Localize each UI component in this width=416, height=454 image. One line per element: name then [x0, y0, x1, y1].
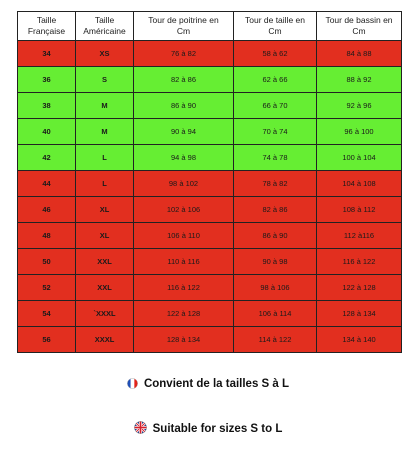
french-size-cell: 50	[18, 249, 76, 275]
us-size-cell: XS	[76, 41, 134, 67]
header-row	[18, 12, 402, 41]
us-size-cell: M	[76, 119, 134, 145]
table-row	[18, 275, 402, 301]
table-row	[18, 197, 402, 223]
chest-cell: 76 à 82	[134, 41, 234, 67]
us-size-cell: XXL	[76, 249, 134, 275]
waist-cell: 90 à 98	[234, 249, 317, 275]
waist-cell: 58 à 62	[234, 41, 317, 67]
french-size-cell: 46	[18, 197, 76, 223]
us-size-cell: `XXXL	[76, 301, 134, 327]
table-row	[18, 249, 402, 275]
hips-cell: 92 à 96	[317, 93, 402, 119]
hips-cell: 122 à 128	[317, 275, 402, 301]
uk-flag-icon	[134, 421, 147, 437]
hips-cell: 104 à 108	[317, 171, 402, 197]
chest-cell: 102 à 106	[134, 197, 234, 223]
us-size-cell: L	[76, 145, 134, 171]
french-size-cell: 34	[18, 41, 76, 67]
table-row	[18, 145, 402, 171]
hips-cell: 88 à 92	[317, 67, 402, 93]
hips-cell: 84 à 88	[317, 41, 402, 67]
table-row	[18, 171, 402, 197]
chest-cell: 128 à 134	[134, 327, 234, 353]
french-size-cell: 52	[18, 275, 76, 301]
waist-cell: 70 à 74	[234, 119, 317, 145]
chest-cell: 122 à 128	[134, 301, 234, 327]
waist-cell: 62 à 66	[234, 67, 317, 93]
waist-cell: 82 à 86	[234, 197, 317, 223]
hips-cell: 96 à 100	[317, 119, 402, 145]
english-fit-text: Suitable for sizes S to L	[152, 423, 283, 435]
chest-cell: 116 à 122	[134, 275, 234, 301]
us-size-cell: XL	[76, 223, 134, 249]
us-size-cell: XXXL	[76, 327, 134, 353]
chest-cell: 82 à 86	[134, 67, 234, 93]
hips-cell: 108 à 112	[317, 197, 402, 223]
waist-cell: 86 à 90	[234, 223, 317, 249]
hips-cell: 116 à 122	[317, 249, 402, 275]
us-size-cell: L	[76, 171, 134, 197]
header-chest: Tour de poitrine en Cm	[134, 12, 234, 41]
chest-cell: 94 à 98	[134, 145, 234, 171]
us-size-cell: XXL	[76, 275, 134, 301]
hips-cell: 134 à 140	[317, 327, 402, 353]
table-row	[18, 119, 402, 145]
french-fit-note	[0, 378, 416, 392]
chest-cell: 110 à 116	[134, 249, 234, 275]
us-size-cell: XL	[76, 197, 134, 223]
waist-cell: 66 à 70	[234, 93, 317, 119]
header-french-size: Taille Française	[18, 12, 76, 41]
header-us-size: Taille Américaine	[76, 12, 134, 41]
french-size-cell: 56	[18, 327, 76, 353]
table-row	[18, 41, 402, 67]
size-chart-table	[17, 11, 402, 353]
french-size-cell: 36	[18, 67, 76, 93]
us-size-cell: M	[76, 93, 134, 119]
chest-cell: 86 à 90	[134, 93, 234, 119]
waist-cell: 106 à 114	[234, 301, 317, 327]
french-flag-icon	[127, 378, 138, 392]
waist-cell: 98 à 106	[234, 275, 317, 301]
french-fit-text: Convient de la tailles S à L	[143, 378, 290, 390]
header-hips: Tour de bassin en Cm	[317, 12, 402, 41]
french-size-cell: 44	[18, 171, 76, 197]
hips-cell: 100 à 104	[317, 145, 402, 171]
english-fit-note	[0, 421, 416, 437]
waist-cell: 114 à 122	[234, 327, 317, 353]
french-size-cell: 54	[18, 301, 76, 327]
table-row	[18, 301, 402, 327]
waist-cell: 74 à 78	[234, 145, 317, 171]
chest-cell: 106 à 110	[134, 223, 234, 249]
chest-cell: 90 à 94	[134, 119, 234, 145]
french-size-cell: 40	[18, 119, 76, 145]
table-row	[18, 223, 402, 249]
table-row	[18, 327, 402, 353]
french-size-cell: 48	[18, 223, 76, 249]
waist-cell: 78 à 82	[234, 171, 317, 197]
table-row	[18, 67, 402, 93]
french-size-cell: 42	[18, 145, 76, 171]
hips-cell: 128 à 134	[317, 301, 402, 327]
french-size-cell: 38	[18, 93, 76, 119]
us-size-cell: S	[76, 67, 134, 93]
header-waist: Tour de taille en Cm	[234, 12, 317, 41]
table-row	[18, 93, 402, 119]
chest-cell: 98 à 102	[134, 171, 234, 197]
hips-cell: 112 à116	[317, 223, 402, 249]
